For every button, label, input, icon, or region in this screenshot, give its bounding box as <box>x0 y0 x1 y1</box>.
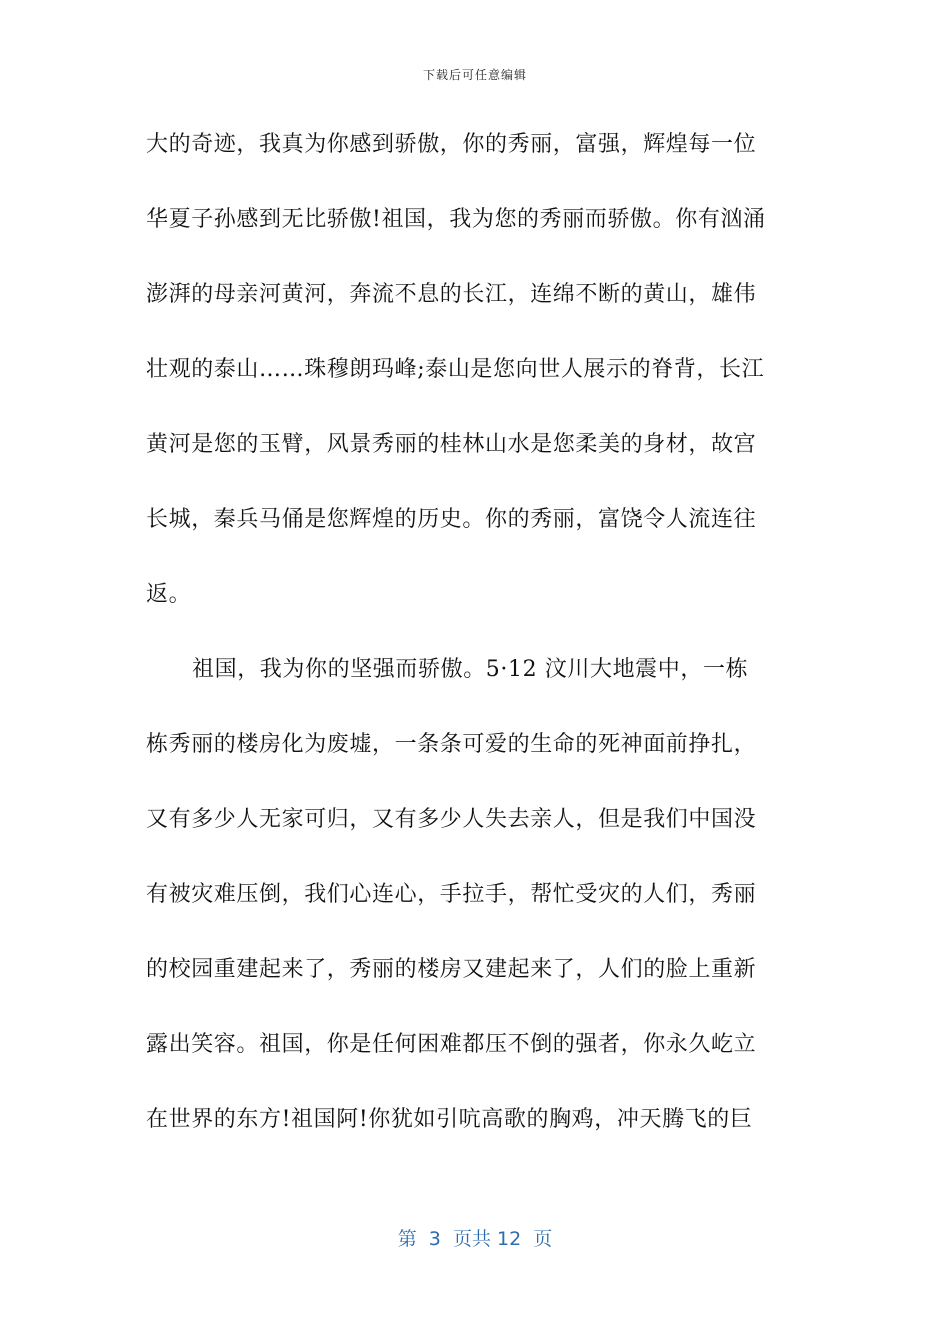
text-line: 栋秀丽的楼房化为废墟，一条条可爱的生命的死神面前挣扎， <box>146 732 757 757</box>
text-line: 露出笑容。祖国，你是任何困难都压不倒的强者，你永久屹立 <box>146 1032 757 1057</box>
text-line: 华夏子孙感到无比骄傲!祖国，我为您的秀丽而骄傲。你有汹涌 <box>146 207 766 232</box>
text-line: 澎湃的母亲河黄河，奔流不息的长江，连绵不断的黄山，雄伟 <box>146 282 757 307</box>
text-line: 又有多少人无家可归，又有多少人失去亲人，但是我们中国没 <box>146 807 757 832</box>
text-line: 祖国，我为你的坚强而骄傲。5·12 汶川大地震中，一栋 <box>192 657 749 682</box>
page-header: 下载后可任意编辑 <box>422 68 527 82</box>
paragraph-2 <box>146 645 806 1170</box>
text-line: 的校园重建起来了，秀丽的楼房又建起来了，人们的脸上重新 <box>146 957 757 982</box>
text-line: 大的奇迹，我真为你感到骄傲，你的秀丽，富强，辉煌每一位 <box>146 132 757 157</box>
page-number-footer: 第 3 页共 12 页 <box>397 1228 553 1250</box>
text-line: 在世界的东方!祖国阿!你犹如引吭高歌的胸鸡，冲天腾飞的巨 <box>146 1107 753 1132</box>
document-body <box>146 120 806 1170</box>
text-line: 黄河是您的玉臂，风景秀丽的桂林山水是您柔美的身材，故宫 <box>146 432 757 457</box>
text-line: 返。 <box>146 582 192 607</box>
paragraph-1 <box>146 120 806 645</box>
text-line: 长城，秦兵马俑是您辉煌的历史。你的秀丽，富饶令人流连往 <box>146 507 757 532</box>
text-line: 壮观的泰山……珠穆朗玛峰;泰山是您向世人展示的脊背，长江 <box>146 357 765 382</box>
text-line: 有被灾难压倒，我们心连心，手拉手，帮忙受灾的人们，秀丽 <box>146 882 757 907</box>
